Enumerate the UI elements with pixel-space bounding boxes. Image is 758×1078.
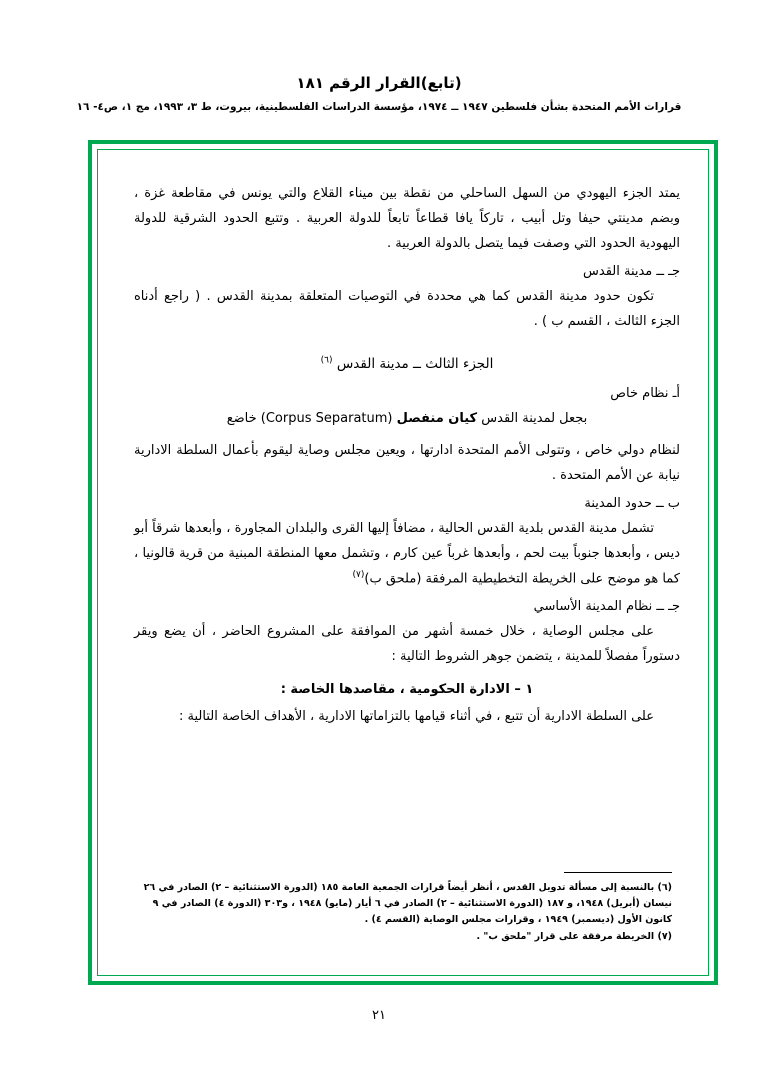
page-title: (تابع)القرار الرقم ١٨١	[296, 74, 462, 92]
footnote-7: (٧) الخريطة مرفقة على قرار "ملحق ب" .	[476, 930, 672, 942]
subheading-city-borders: ب ــ حدود المدينة	[584, 496, 680, 511]
subheading-special-regime: أـ نظام خاص	[610, 386, 680, 402]
page-source-citation: قرارات الأمم المتحدة بشأن فلسطين ١٩٤٧ ــ ١٩٧٤، مؤسسة الدراسات الفلسطينية، بيروت، ط ٣، ١٩٩٣، مج ١، ص٤- ١٦	[76, 101, 682, 113]
corpus-separatum-pre-text: بجعل لمدينة القدس	[477, 411, 588, 427]
footnote-6: (٦) بالنسبة إلى مسألة تدويل القدس ، أنظر أيضاً قرارات الجمعية العامة ١٨٥ (الدورة الاستثنائية – ٢) الصادر في ٢٦ نيسان (أبريل) ١٩٤٨، و ١٨٧ (الدورة الاستثنائية – ٢) الصادر في ٦ أيار (مايو) ١٩٤٨ ، و٣٠٣ (الدورة ٤) الصادر في ٩ كانون الأول (ديسمبر) ١٩٤٩ ، وقرارات مجلس الوصاية (القسم ٤) .	[143, 881, 672, 926]
section-heading-part-three-text: الجزء الثالث ــ مدينة القدس	[336, 356, 494, 373]
paragraph-international-regime: لنظام دولي خاص ، وتتولى الأمم المتحدة ادارتها ، ويعين مجلس وصاية ليقوم بأعمال السلطة الادارية نيابة عن الأمم المتحدة .	[134, 443, 680, 484]
paragraph-corpus-separatum	[134, 407, 680, 432]
paragraph-city-borders	[134, 517, 680, 592]
paragraph-city-borders-text: تشمل مدينة القدس بلدية القدس الحالية ، مضافاً إليها القرى والبلدان المجاورة ، وأبعدها شرقاً أبو ديس ، وأبعدها جنوباً بيت لحم ، وأبعدها غرباً عين كارم ، وتشمل معها المنطقة المبنية من قرية قالونيا ، كما هو موضح على الخريطة التخطيطية المرفقة (ملحق ب)	[134, 520, 680, 586]
document-body	[92, 144, 722, 731]
item-1-heading: ١ – الادارة الحكومية ، مقاصدها الخاصة :	[280, 682, 534, 698]
corpus-separatum-latin-term: (Corpus Separatum)	[260, 411, 393, 427]
footnote-marker-6: (٦)	[320, 355, 333, 366]
page-number: ٢١	[372, 1008, 386, 1023]
green-border-frame	[88, 140, 718, 985]
corpus-separatum-post-text: خاضع	[226, 411, 261, 427]
footnote-divider	[564, 872, 672, 873]
page-header	[0, 0, 758, 113]
paragraph-jerusalem-boundaries: تكون حدود مدينة القدس كما هي محددة في التوصيات المتعلقة بمدينة القدس . ( راجع أدناه الجزء الثالث ، القسم ب ) .	[134, 288, 680, 329]
section-heading-part-three	[134, 351, 680, 378]
subheading-basic-law: جـ ــ نظام المدينة الأساسي	[533, 598, 680, 614]
subheading-jerusalem-city: جـ ــ مدينة القدس	[583, 263, 680, 279]
spacer	[134, 335, 680, 341]
corpus-separatum-bold-text: كيان منفصل	[396, 411, 478, 427]
paragraph-basic-law: على مجلس الوصاية ، خلال خمسة أشهر من الموافقة على المشروع الحاضر ، أن يضع ويقر دستوراً مفصلاً للمدينة ، يتضمن جوهر الشروط التالية :	[134, 623, 680, 664]
paragraph-coastal-plain: يمتد الجزء اليهودي من السهل الساحلي من نقطة بين ميناء القلاع والتي يونس في مقاطعة غزة ، وبضم مدينتي حيفا وتل أبيب ، تاركاً يافا قطاعاً تابعاً للدولة العربية . وتتبع الحدود الشرقية للدولة اليهودية الحدود التي وصفت فيما يتصل بالدولة العربية .	[134, 186, 680, 251]
paragraph-item-1: على السلطة الادارية أن تتبع ، في أثناء قيامها بالتزاماتها الادارية ، الأهداف الخاصة التالية :	[179, 709, 654, 725]
footnotes-block	[134, 872, 672, 945]
footnote-marker-7: (٧)	[352, 569, 365, 580]
